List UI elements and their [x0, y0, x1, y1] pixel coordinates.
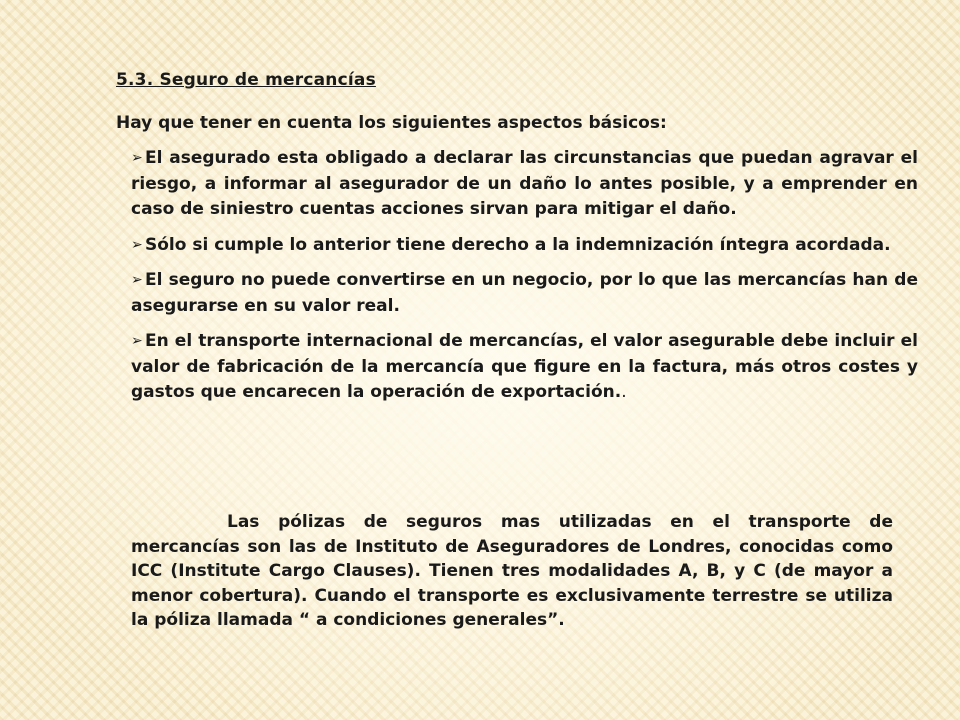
arrow-bullet-icon: ➢: [131, 333, 143, 349]
arrow-bullet-icon: ➢: [131, 272, 143, 288]
bullet-item: [131, 146, 918, 223]
bullet-text: El asegurado esta obligado a declarar las circunstancias que puedan agravar el riesgo, a informar al asegurador de un daño lo antes posible, y a emprender en caso de siniestro cuentas acciones sirvan para mitigar el daño.: [131, 148, 918, 219]
bullet-item: [131, 268, 918, 319]
icc-note-paragraph: Las pólizas de seguros mas utilizadas en el transporte de mercancías son las de Instituto de Aseguradores de Londres, conocidas como ICC (Institute Cargo Clauses). Tienen tres modalidades A, B, y C (de mayor a menor cobertura). Cuando el transporte es exclusivamente terrestre se utiliza la póliza llamada “ a condiciones generales”.: [131, 512, 893, 630]
bullet-text: El seguro no puede convertirse en un negocio, por lo que las mercancías han de asegurarse en su valor real.: [131, 270, 918, 316]
bullet-text: En el transporte internacional de mercancías, el valor asegurable debe incluir el valor de fabricación de la mercancía que figure en la factura, más otros costes y gastos que encarecen la operación de exportación.: [131, 331, 918, 402]
bullet-trailing-period: .: [621, 382, 627, 402]
arrow-bullet-icon: ➢: [131, 236, 143, 253]
bullet-item: [131, 329, 918, 406]
section-heading: 5.3. Seguro de mercancías: [116, 70, 376, 90]
bullet-item: [131, 233, 918, 259]
bullet-text: Sólo si cumple lo anterior tiene derecho a la indemnización íntegra acordada.: [145, 234, 891, 255]
bullet-list: [131, 146, 918, 416]
intro-text: Hay que tener en cuenta los siguientes aspectos básicos:: [116, 113, 667, 133]
arrow-bullet-icon: ➢: [131, 150, 143, 166]
